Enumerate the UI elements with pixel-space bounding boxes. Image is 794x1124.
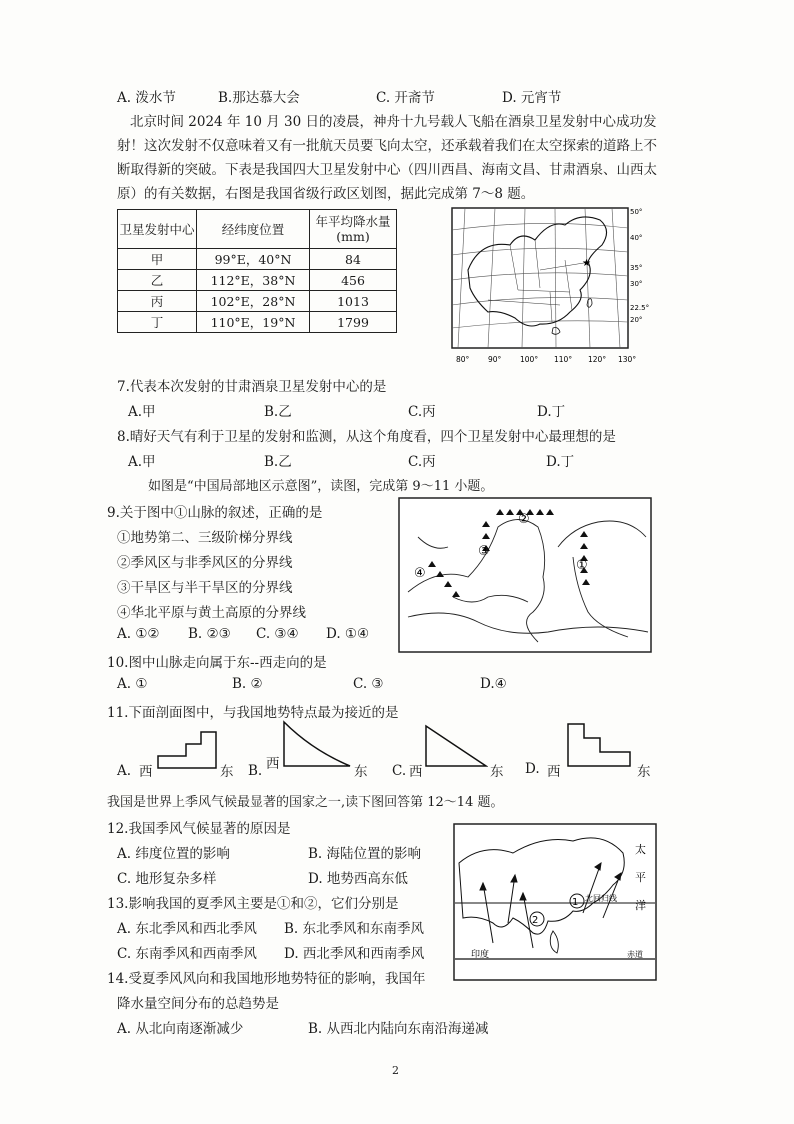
map2-marker: ③	[478, 544, 490, 559]
table-cell: 1799	[310, 312, 397, 333]
china-region-map	[398, 497, 652, 653]
q13-option-a[interactable]: A. 东北季风和西北季风	[117, 921, 257, 937]
q10-option-a[interactable]: A. ①	[117, 676, 148, 692]
table-row	[118, 249, 397, 270]
map3-label-ocean: 印度	[471, 950, 490, 960]
q11-west-label: 西	[266, 756, 280, 772]
q11-east-label: 东	[490, 764, 504, 780]
q14-option-a[interactable]: A. 从北向南逐渐减少	[117, 1021, 244, 1037]
table-cell: 1013	[310, 291, 397, 312]
asia-monsoon-map	[453, 823, 657, 981]
q7-option-a[interactable]: A.甲	[128, 404, 156, 420]
q7-option-c[interactable]: C.丙	[408, 404, 436, 420]
intro-1214: 我国是世界上季风气候最显著的国家之一,读下图回答第 12～14 题。	[107, 795, 504, 810]
q13-option-b[interactable]: B. 东北季风和东南季风	[284, 921, 425, 937]
q6-option-c: C. 开斋节	[376, 90, 435, 106]
table-cell: 102°E，28°N	[197, 291, 310, 312]
intro-78-line-4: 原）的有关数据，右图是我国省级行政区划图，据此完成第 7～8 题。	[117, 186, 535, 202]
map3-marker-1-label: 1	[572, 897, 579, 908]
intro-78-line-3: 断取得新的突破。下表是我国四大卫星发射中心（四川西昌、海南文昌、甘肃酒泉、山西太	[117, 162, 657, 178]
map1-lon-label: 120°	[588, 355, 607, 364]
map1-lat-label: 40°	[630, 234, 643, 242]
q11-west-label: 西	[139, 764, 153, 780]
map1-lon-label: 110°	[554, 355, 573, 364]
profile-a-steps-rising-east	[156, 730, 218, 772]
map2-marker: ④	[414, 566, 426, 581]
map1-lat-label: 22.5°	[630, 304, 650, 312]
map1-frame	[452, 208, 628, 348]
q9-item-4: ④华北平原与黄土高原的分界线	[117, 605, 306, 621]
table-cell: 110°E，19°N	[197, 312, 310, 333]
table-cell: 112°E，38°N	[197, 270, 310, 291]
q12-option-a[interactable]: A. 纬度位置的影响	[117, 846, 230, 862]
q9-option-a[interactable]: A. ①②	[117, 626, 160, 642]
q8-option-c[interactable]: C.丙	[408, 454, 436, 470]
q12-option-b[interactable]: B. 海陆位置的影响	[308, 846, 422, 862]
table-cell: 丁	[118, 312, 197, 333]
map3-label-tai: 太	[635, 843, 646, 856]
profile-c-straight-slope	[424, 724, 488, 770]
q9-stem: 9.关于图中①山脉的叙述，正确的是	[107, 505, 323, 521]
q14-option-b[interactable]: B. 从西北内陆向东南沿海递减	[308, 1021, 489, 1037]
map1-lon-label: 80°	[456, 355, 470, 364]
map3-marker-2-label: 2	[532, 915, 539, 926]
q13-option-d[interactable]: D. 西北季风和西南季风	[284, 946, 425, 962]
map1-lon-label: 130°	[618, 355, 637, 364]
map3-label-ping: 平	[635, 871, 646, 884]
table-cell: 456	[310, 270, 397, 291]
q10-option-c[interactable]: C. ③	[353, 676, 384, 692]
table-row	[118, 291, 397, 312]
map3-label-yang: 洋	[635, 899, 646, 912]
map1-lon-label: 90°	[488, 355, 502, 364]
q6-option-a: A. 泼水节	[117, 90, 176, 106]
map1-lat-label: 50°	[630, 208, 643, 216]
q9-option-d[interactable]: D. ①④	[326, 626, 370, 642]
q9-option-c[interactable]: C. ③④	[256, 626, 299, 642]
table-cell: 84	[310, 249, 397, 270]
map2-marker: ②	[518, 512, 530, 527]
q8-option-d[interactable]: D.丁	[546, 454, 575, 470]
map2-marker: ①	[576, 558, 588, 573]
q11-east-label: 东	[354, 764, 368, 780]
q9-option-b[interactable]: B. ②③	[188, 626, 231, 642]
map1-lat-label: 20°	[630, 316, 643, 324]
q6-option-b: B.那达慕大会	[218, 90, 300, 106]
table-header-cell: 年平均降水量(mm)	[310, 210, 397, 249]
table-row	[118, 270, 397, 291]
q11-east-label: 东	[637, 764, 651, 780]
q12-option-c[interactable]: C. 地形复杂多样	[117, 871, 217, 887]
table-header-cell: 卫星发射中心	[118, 210, 197, 249]
q11-option-c[interactable]: C.	[392, 763, 407, 779]
q14-stem-line-2: 降水量空间分布的总趋势是	[117, 996, 279, 1012]
q9-item-1: ①地势第二、三级阶梯分界线	[117, 530, 293, 546]
table-cell: 丙	[118, 291, 197, 312]
q9-item-2: ②季风区与非季风区的分界线	[117, 555, 293, 571]
map1-lat-label: 30°	[630, 280, 643, 288]
map1-star-icon: ★	[582, 258, 591, 269]
table-header-cell: 经纬度位置	[197, 210, 310, 249]
q12-option-d[interactable]: D. 地势西高东低	[308, 871, 408, 887]
q7-option-d[interactable]: D.丁	[537, 404, 566, 420]
intro-78-line-2: 射！这次发射不仅意味着又有一批航天员要飞向太空，还承载着我们在太空探索的道路上不	[117, 138, 657, 154]
q7-stem: 7.代表本次发射的甘肃酒泉卫星发射中心的是	[117, 379, 387, 395]
profile-b-concave-slope	[282, 720, 352, 770]
map1-lat-label: 35°	[630, 264, 643, 272]
table-header-row	[118, 210, 397, 249]
map3-label-equator: 赤道	[627, 950, 643, 959]
intro-911: 如图是“中国局部地区示意图”，读图，完成第 9～11 小题。	[148, 479, 494, 494]
q8-stem: 8.晴好天气有利于卫星的发射和监测，从这个角度看，四个卫星发射中心最理想的是	[117, 429, 616, 445]
q11-option-b[interactable]: B.	[248, 763, 263, 779]
profile-d-steps-falling-east	[566, 722, 632, 770]
intro-78-line-1: 北京时间 2024 年 10 月 30 日的凌晨，神舟十九号载人飞船在酒泉卫星发射中心成功发	[130, 114, 657, 130]
q14-stem-line-1: 14.受夏季风风向和我国地形地势特征的影响，我国年	[107, 971, 426, 987]
q11-west-label: 西	[409, 764, 423, 780]
q11-west-label: 西	[547, 764, 561, 780]
q11-stem: 11.下面剖面图中，与我国地势特点最为接近的是	[107, 705, 399, 721]
q11-option-d[interactable]: D.	[525, 761, 540, 777]
table-cell: 99°E，40°N	[197, 249, 310, 270]
table-cell: 乙	[118, 270, 197, 291]
q8-option-b[interactable]: B.乙	[264, 454, 292, 470]
q12-stem: 12.我国季风气候显著的原因是	[107, 821, 291, 837]
q10-stem: 10.图中山脉走向属于东--西走向的是	[107, 655, 327, 671]
q10-option-d[interactable]: D.④	[480, 676, 507, 692]
china-province-map	[440, 200, 660, 368]
table-cell: 甲	[118, 249, 197, 270]
table-row	[118, 312, 397, 333]
launch-center-table	[117, 209, 397, 333]
map3-label-tropic: 北回归线	[585, 894, 617, 903]
q8-option-a[interactable]: A.甲	[128, 454, 156, 470]
q9-item-3: ③干旱区与半干旱区的分界线	[117, 580, 293, 596]
map1-lon-label: 100°	[520, 355, 539, 364]
q13-stem: 13.影响我国的夏季风主要是①和②，它们分别是	[107, 896, 399, 912]
q6-option-d: D. 元宵节	[502, 90, 562, 106]
page-number: 2	[392, 1064, 399, 1077]
q10-option-b[interactable]: B. ②	[232, 676, 263, 692]
q7-option-b[interactable]: B.乙	[264, 404, 292, 420]
q11-option-a[interactable]: A.	[117, 763, 132, 779]
q13-option-c[interactable]: C. 东南季风和西南季风	[117, 946, 257, 962]
q11-east-label: 东	[220, 764, 234, 780]
